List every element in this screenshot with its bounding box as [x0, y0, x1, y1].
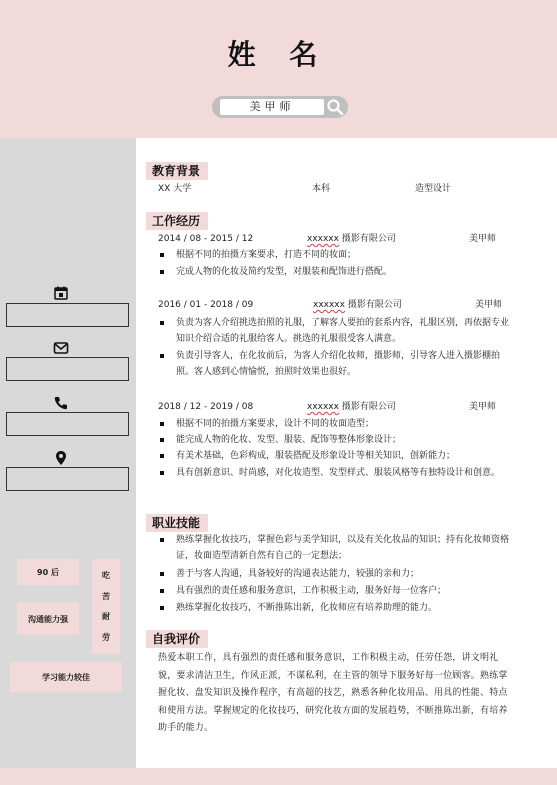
company-placeholder: xxxxxx — [307, 234, 339, 244]
company-suffix: 摄影有限公司 — [338, 234, 396, 244]
tag-hardworking-char: 耐 — [102, 612, 110, 622]
company-placeholder: xxxxxx — [313, 300, 345, 310]
list-item-text: 完成人物的化妆及简约发型，对服装和配饰进行搭配。 — [176, 267, 393, 277]
list-item-text: 具有创新意识、时尚感，对化妆造型、发型样式、服装风格等有独特设计和创意。 — [176, 468, 501, 478]
mail-icon — [53, 340, 69, 356]
job-role: 美甲师 — [475, 300, 503, 310]
location-pin-icon — [53, 450, 69, 466]
job-period: 2014 / 08 - 2015 / 12 — [158, 234, 254, 244]
company-placeholder: xxxxxx — [307, 402, 339, 412]
list-item-text: 熟练掌握化妆技巧，不断推陈出新，化妆师应有培养助理的能力。 — [176, 603, 438, 613]
list-item — [160, 532, 512, 564]
list-item — [160, 315, 512, 347]
list-item-text: 有美术基础，色彩构成，服装搭配及形象设计等相关知识，创新能力； — [176, 451, 456, 461]
job-company — [307, 401, 396, 413]
list-item-text: 善于与客人沟通，具备较好的沟通表达能力，较强的亲和力； — [176, 569, 420, 579]
self-eval-text: 热爱本职工作，具有强烈的责任感和服务意识，工作积极主动，任劳任怨，讲文明礼貌，要求清洁卫生，作风正派，不谋私利，在主管的领导下服务好每一位顾客。熟练掌握化妆、盘发知识及操作程序，有高超的技艺，熟悉各种化妆用品、用具的性能、特点和使用方法。掌握规定的化妆技巧，研究化妆方面的发展趋势，不断推陈出新，有培养助手的能力。 — [158, 653, 508, 733]
footer-band — [0, 768, 557, 785]
bullet-dot — [160, 454, 164, 458]
list-item-text: 根据不同的拍摄方案要求，设计不同的妆面造型； — [176, 419, 375, 429]
company-suffix: 摄影有限公司 — [344, 300, 402, 310]
bullet-dot — [160, 253, 164, 257]
list-item-text: 具有强烈的责任感和服务意识，工作积极主动，服务好每一位客户； — [176, 586, 447, 596]
bullet-dot — [160, 354, 164, 358]
section-title-education: 教育背景 — [146, 162, 208, 180]
bullet-dot — [160, 321, 164, 325]
job-role: 美甲师 — [469, 402, 497, 412]
contact-field-email — [6, 357, 129, 381]
contact-field-address — [6, 467, 129, 491]
list-item — [160, 247, 512, 263]
job-title: 美甲师 — [220, 99, 324, 115]
tag-born: 90 后 — [17, 559, 79, 585]
tag-hardworking-char: 劳 — [102, 633, 110, 643]
job-role: 美甲师 — [469, 234, 497, 244]
list-item-text: 负责引导客人，在化妆前后，为客人介绍化妆师，摄影师，引导客人进入摄影棚拍照。客人感到心情愉悦，拍照时效果也很好。 — [176, 351, 501, 377]
list-item — [160, 432, 512, 448]
tag-hardworking — [92, 559, 120, 654]
edu-school: XX 大学 — [158, 184, 192, 194]
resume-name: 姓 名 — [227, 38, 330, 71]
job-period: 2016 / 01 - 2018 / 09 — [158, 300, 254, 310]
list-item — [160, 348, 512, 380]
bullet-dot — [160, 438, 164, 442]
list-item — [160, 264, 512, 280]
tag-hardworking-char: 吃 — [102, 570, 110, 580]
company-suffix: 摄影有限公司 — [338, 402, 396, 412]
bullet-dot — [160, 606, 164, 610]
contact-field-phone — [6, 412, 129, 436]
list-item-text: 能完成人物的化妆、发型、服装、配饰等整体形象设计； — [176, 435, 402, 445]
section-title-work: 工作经历 — [146, 212, 208, 230]
tag-hardworking-char: 苦 — [102, 591, 110, 601]
phone-icon — [53, 395, 69, 411]
list-item — [160, 465, 512, 481]
bullet-dot — [160, 422, 164, 426]
list-item-text: 熟练掌握化妆技巧，掌握色彩与美学知识，以及有关化妆品的知识；持有化妆师资格证，妆面造型清新自然有自己的一定想法； — [176, 535, 510, 561]
job-company — [313, 299, 402, 311]
job-company — [307, 233, 396, 245]
bullet-dot — [160, 471, 164, 475]
bullet-dot — [160, 538, 164, 542]
bullet-dot — [160, 589, 164, 593]
tag-communication: 沟通能力强 — [17, 603, 79, 635]
edu-degree: 本科 — [312, 184, 331, 194]
job-title-pill — [212, 96, 348, 118]
section-title-skills: 职业技能 — [146, 514, 208, 532]
list-item-text: 负责为客人介绍挑选拍照的礼服，了解客人要拍的套系内容，礼服区别，再依据专业知识介绍合适的礼服给客人。挑选的礼服很受客人满意。 — [176, 318, 510, 344]
list-item — [160, 448, 512, 464]
contact-field-birthday — [6, 303, 129, 327]
bullet-dot — [160, 270, 164, 274]
job-period: 2018 / 12 - 2019 / 08 — [158, 402, 254, 412]
section-title-self-eval: 自我评价 — [146, 630, 208, 648]
list-item — [160, 416, 512, 432]
calendar-icon — [53, 285, 69, 301]
list-item — [160, 583, 512, 599]
list-item — [160, 600, 512, 616]
search-icon — [326, 98, 344, 116]
bullet-dot — [160, 572, 164, 576]
list-item-text: 根据不同的拍摄方案要求，打造不同的妆面； — [176, 250, 357, 260]
list-item — [160, 566, 512, 582]
edu-major: 造型设计 — [415, 184, 452, 194]
tag-learning: 学习能力较佳 — [10, 662, 122, 692]
